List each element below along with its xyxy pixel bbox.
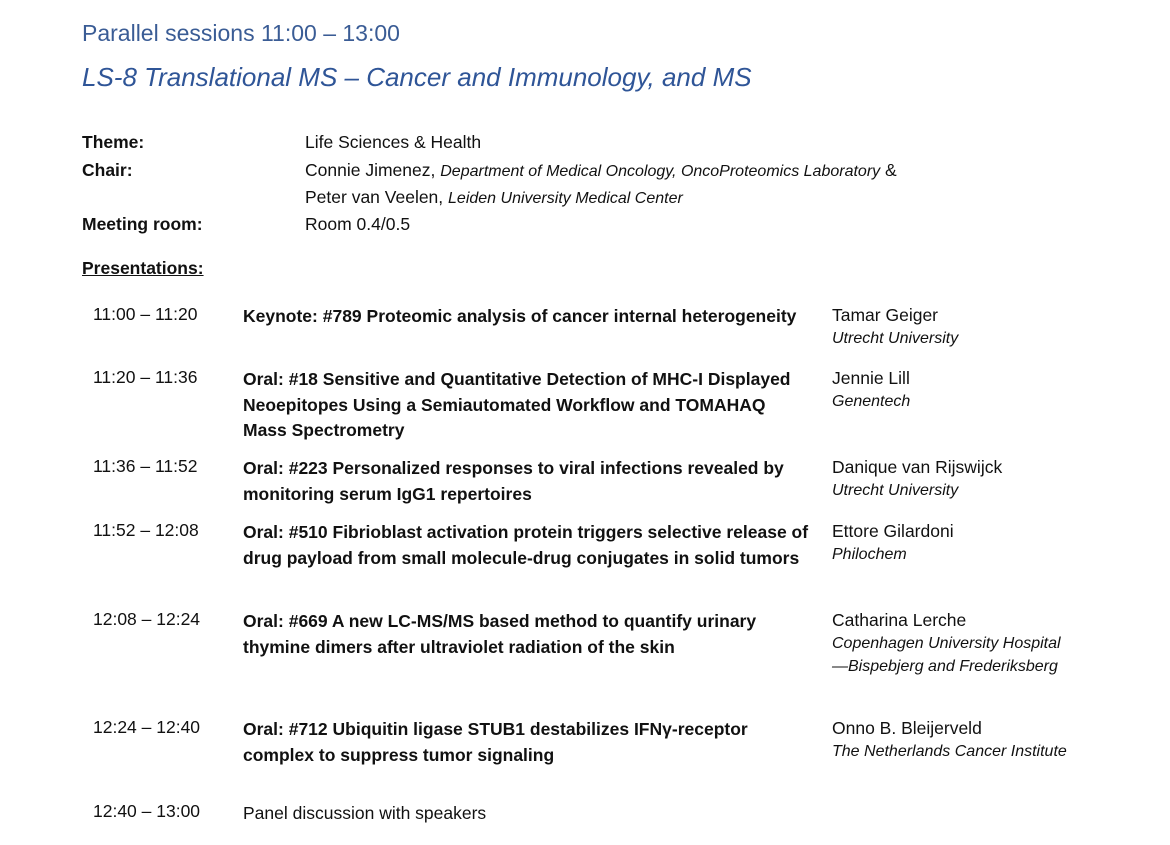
presentation-time: 12:24 – 12:40 <box>93 717 201 737</box>
chair-label: Chair: <box>82 160 133 180</box>
speaker-affiliation: The Netherlands Cancer Institute <box>832 743 1067 760</box>
speaker-affiliation: Utrecht University <box>832 330 959 347</box>
theme-value: Life Sciences & Health <box>305 132 482 152</box>
presentation-title: Oral: #510 Fibrioblast activation protein triggers selective release of drug payload from small molecule-drug conjugates in solid tumors <box>243 522 809 568</box>
session-time-heading: Parallel sessions 11:00 – 13:00 <box>82 20 400 46</box>
chair-joiner: & <box>885 160 897 180</box>
speaker-name: Onno B. Bleijerveld <box>832 718 982 738</box>
room-value: Room 0.4/0.5 <box>305 214 411 234</box>
session-title: LS-8 Translational MS – Cancer and Immunology, and MS <box>82 62 752 92</box>
presentation-time: 11:52 – 12:08 <box>93 520 199 540</box>
presentation-time: 12:40 – 13:00 <box>93 801 201 821</box>
speaker-affiliation: Philochem <box>832 546 907 563</box>
presentation-speaker <box>832 304 1072 350</box>
chair-2-name: Peter van Veelen, <box>305 187 444 207</box>
speaker-name: Jennie Lill <box>832 368 910 388</box>
speaker-name: Danique van Rijswijck <box>832 457 1003 477</box>
theme-label: Theme: <box>82 132 145 152</box>
presentation-title: Keynote: #789 Proteomic analysis of cancer internal heterogeneity <box>243 306 797 326</box>
presentation-title: Oral: #712 Ubiquitin ligase STUB1 destabilizes IFNγ-receptor complex to suppress tumor signaling <box>243 719 748 765</box>
chair-line-1 <box>305 160 897 181</box>
presentation-time: 12:08 – 12:24 <box>93 609 201 629</box>
presentation-time: 11:20 – 11:36 <box>93 367 198 387</box>
presentation-title: Oral: #18 Sensitive and Quantitative Detection of MHC-I Displayed Neoepitopes Using a Semiautomated Workflow and TOMAHAQ Mass Spectrometry <box>243 369 791 440</box>
presentation-title: Panel discussion with speakers <box>243 803 487 823</box>
presentation-speaker <box>832 609 1072 678</box>
presentation-speaker <box>832 456 1072 502</box>
speaker-name: Ettore Gilardoni <box>832 521 954 541</box>
speaker-name: Tamar Geiger <box>832 305 939 325</box>
speaker-affiliation: Copenhagen University Hospital—Bispebjerg and Frederiksberg <box>832 635 1061 675</box>
room-label: Meeting room: <box>82 214 203 234</box>
presentation-speaker <box>832 367 1072 413</box>
presentation-time: 11:00 – 11:20 <box>93 304 198 324</box>
chair-line-2 <box>305 187 683 208</box>
presentation-speaker <box>832 520 1072 566</box>
presentation-title: Oral: #669 A new LC-MS/MS based method to quantify urinary thymine dimers after ultraviolet radiation of the skin <box>243 611 757 657</box>
presentation-speaker <box>832 717 1072 763</box>
speaker-name: Catharina Lerche <box>832 610 967 630</box>
speaker-affiliation: Utrecht University <box>832 482 959 499</box>
presentation-title: Oral: #223 Personalized responses to viral infections revealed by monitoring serum IgG1 repertoires <box>243 458 784 504</box>
chair-1-affiliation: Department of Medical Oncology, OncoProteomics Laboratory <box>440 163 881 180</box>
presentations-heading: Presentations: <box>82 258 204 278</box>
speaker-affiliation: Genentech <box>832 393 911 410</box>
presentation-time: 11:36 – 11:52 <box>93 456 198 476</box>
chair-1-name: Connie Jimenez, <box>305 160 436 180</box>
chair-2-affiliation: Leiden University Medical Center <box>448 190 683 207</box>
